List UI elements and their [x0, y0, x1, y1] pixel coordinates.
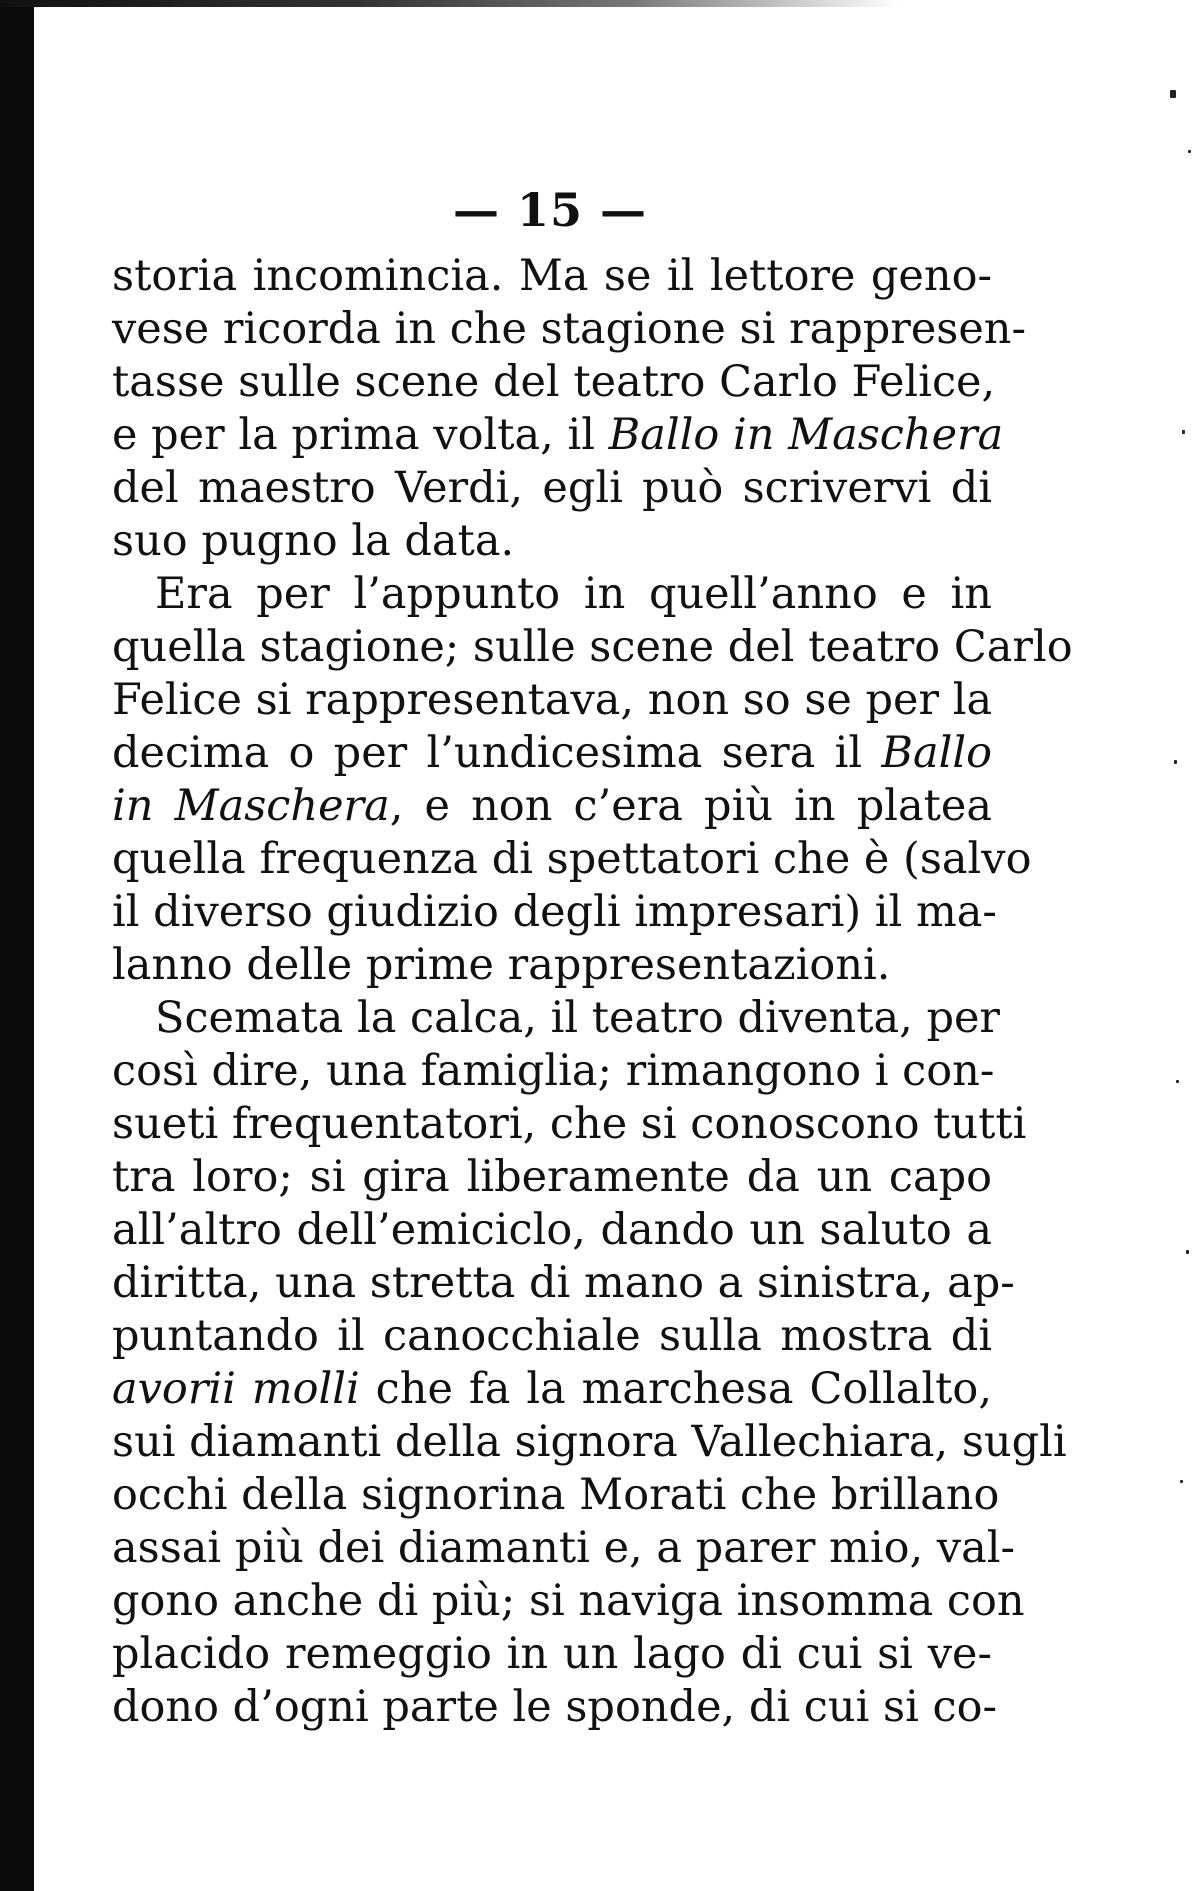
text-line: storia incomincia. Ma se il lettore geno- [112, 251, 992, 301]
page-binding-shadow [0, 0, 34, 1891]
text-line: quella frequenza di spettatori che è (salvo [112, 834, 1032, 884]
text-run: che fa la marchesa Collalto, [359, 1364, 992, 1414]
text-line: tasse sulle scene del teatro Carlo Felice, [112, 357, 996, 407]
text-run: , e non c’era più in platea [389, 781, 992, 831]
text-line: assai più dei diamanti e, a parer mio, val- [112, 1523, 1016, 1573]
opera-title: Ballo in Maschera [608, 410, 1004, 460]
page-top-edge [0, 0, 900, 7]
body-text [112, 250, 1073, 1734]
text-line: vese ricorda in che stagione si rappresen- [112, 304, 1027, 354]
text-line: sueti frequentatori, che si conoscono tutti [112, 1099, 1027, 1149]
italic-phrase: avorii molli [112, 1364, 360, 1414]
text-line: occhi della signorina Morati che brillano [112, 1470, 1000, 1520]
text-run: decima o per l’undicesima sera il [112, 728, 882, 778]
text-line: gono anche di più; si naviga insomma con [112, 1576, 1025, 1626]
text-line: Era per l’appunto in quell’anno e in [155, 569, 992, 619]
opera-title: in Maschera [112, 781, 390, 831]
text-line: Felice si rappresentava, non so se per la [112, 675, 993, 725]
text-line: all’altro dell’emiciclo, dando un saluto a [112, 1205, 992, 1255]
text-line: Scemata la calca, il teatro diventa, per [155, 993, 1000, 1043]
text-line: lanno delle prime rappresentazioni. [112, 940, 891, 990]
text-line [112, 727, 992, 780]
text-line [112, 409, 1004, 462]
text-line: placido remeggio in un lago di cui si ve- [112, 1629, 992, 1679]
text-line [112, 780, 992, 833]
text-line: il diverso giudizio degli impresari) il ma- [112, 887, 997, 937]
text-line [112, 1363, 992, 1416]
text-line: del maestro Verdi, egli può scrivervi di [112, 463, 992, 513]
text-line: diritta, una stretta di mano a sinistra, ap- [112, 1258, 1015, 1308]
opera-title: Ballo [881, 728, 992, 778]
text-line: dono d’ogni parte le sponde, di cui si co- [112, 1682, 997, 1732]
text-line: sui diamanti della signora Vallechiara, sugli [112, 1417, 1067, 1467]
text-line: quella stagione; sulle scene del teatro Carlo [112, 622, 1073, 672]
scan-speckles [1162, 0, 1202, 1891]
page-number: — 15 — [452, 183, 648, 237]
text-line: suo pugno la data. [112, 516, 515, 566]
text-line: così dire, una famiglia; rimangono i con- [112, 1046, 995, 1096]
text-run: e per la prima volta, il [112, 410, 609, 460]
text-line: puntando il canocchiale sulla mostra di [112, 1311, 992, 1361]
text-line: tra loro; si gira liberamente da un capo [112, 1152, 992, 1202]
